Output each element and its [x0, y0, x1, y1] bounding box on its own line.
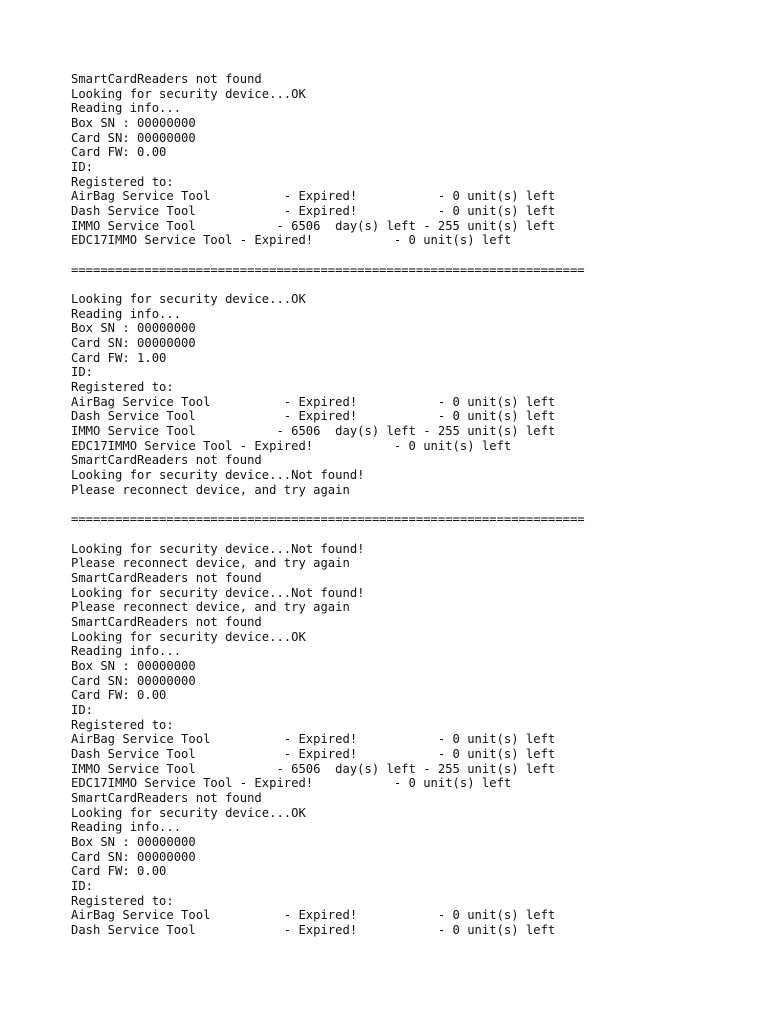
log-line: SmartCardReaders not found — [71, 72, 262, 86]
log-line: Card SN: 00000000 — [71, 130, 196, 145]
log-line: Looking for security device...OK — [71, 292, 306, 307]
log-line: AirBag Service Tool - Expired! - 0 unit(s) left — [71, 189, 556, 204]
log-line — [71, 527, 751, 542]
log-line: Registered to: — [71, 174, 174, 189]
log-line: AirBag Service Tool - Expired! - 0 unit(s) left — [71, 394, 556, 409]
log-line: Box SN : 00000000 — [71, 658, 196, 673]
log-line: Looking for security device...OK — [71, 86, 306, 101]
log-line — [71, 248, 751, 263]
log-line: ====================================================================== — [71, 262, 585, 277]
log-line: Card SN: 00000000 — [71, 336, 196, 351]
log-line: Card SN: 00000000 — [71, 673, 196, 688]
log-line: Please reconnect device, and try again — [71, 556, 350, 571]
log-line: Reading info... — [71, 644, 182, 659]
log-line: EDC17IMMO Service Tool - Expired! - 0 unit(s) left — [71, 233, 512, 248]
log-line: EDC17IMMO Service Tool - Expired! - 0 unit(s) left — [71, 438, 512, 453]
log-line: Card FW: 0.00 — [71, 864, 167, 879]
log-line: Looking for security device...OK — [71, 629, 306, 644]
log-line — [71, 497, 751, 512]
log-line: AirBag Service Tool - Expired! - 0 unit(s) left — [71, 732, 556, 747]
log-line: Dash Service Tool - Expired! - 0 unit(s) left — [71, 922, 556, 937]
log-line: Registered to: — [71, 717, 174, 732]
log-line: Card FW: 0.00 — [71, 688, 167, 703]
log-line — [71, 277, 751, 292]
log-line: Looking for security device...Not found! — [71, 468, 365, 483]
log-line: SmartCardReaders not found — [71, 453, 262, 468]
log-line: ID: — [71, 365, 94, 380]
log-line: Reading info... — [71, 306, 182, 321]
log-line: ID: — [71, 160, 94, 175]
log-text-block — [71, 72, 751, 938]
log-line: ID: — [71, 702, 94, 717]
log-line: ID: — [71, 878, 94, 893]
log-line: SmartCardReaders not found — [71, 614, 262, 629]
log-line: Card FW: 1.00 — [71, 350, 167, 365]
log-line: Dash Service Tool - Expired! - 0 unit(s) left — [71, 204, 556, 219]
log-line: Looking for security device...Not found! — [71, 541, 365, 556]
log-line: Card FW: 0.00 — [71, 145, 167, 160]
log-line: SmartCardReaders not found — [71, 570, 262, 585]
log-line: AirBag Service Tool - Expired! - 0 unit(s) left — [71, 908, 556, 923]
log-line: Reading info... — [71, 101, 182, 116]
log-line: Registered to: — [71, 380, 174, 395]
log-line: Please reconnect device, and try again — [71, 600, 350, 615]
log-line: Looking for security device...OK — [71, 805, 306, 820]
log-line: Registered to: — [71, 893, 174, 908]
log-line: IMMO Service Tool - 6506 day(s) left - 255 unit(s) left — [71, 424, 556, 439]
log-line: EDC17IMMO Service Tool - Expired! - 0 unit(s) left — [71, 776, 512, 791]
log-line: Dash Service Tool - Expired! - 0 unit(s) left — [71, 409, 556, 424]
log-line: Box SN : 00000000 — [71, 116, 196, 131]
log-line: ====================================================================== — [71, 512, 585, 527]
log-line: Dash Service Tool - Expired! - 0 unit(s) left — [71, 746, 556, 761]
log-line: Box SN : 00000000 — [71, 834, 196, 849]
log-line: Please reconnect device, and try again — [71, 482, 350, 497]
log-line: IMMO Service Tool - 6506 day(s) left - 255 unit(s) left — [71, 761, 556, 776]
log-line: Looking for security device...Not found! — [71, 585, 365, 600]
log-line: SmartCardReaders not found — [71, 790, 262, 805]
log-line: IMMO Service Tool - 6506 day(s) left - 255 unit(s) left — [71, 218, 556, 233]
log-line: Card SN: 00000000 — [71, 849, 196, 864]
log-line: Reading info... — [71, 820, 182, 835]
log-line: Box SN : 00000000 — [71, 321, 196, 336]
